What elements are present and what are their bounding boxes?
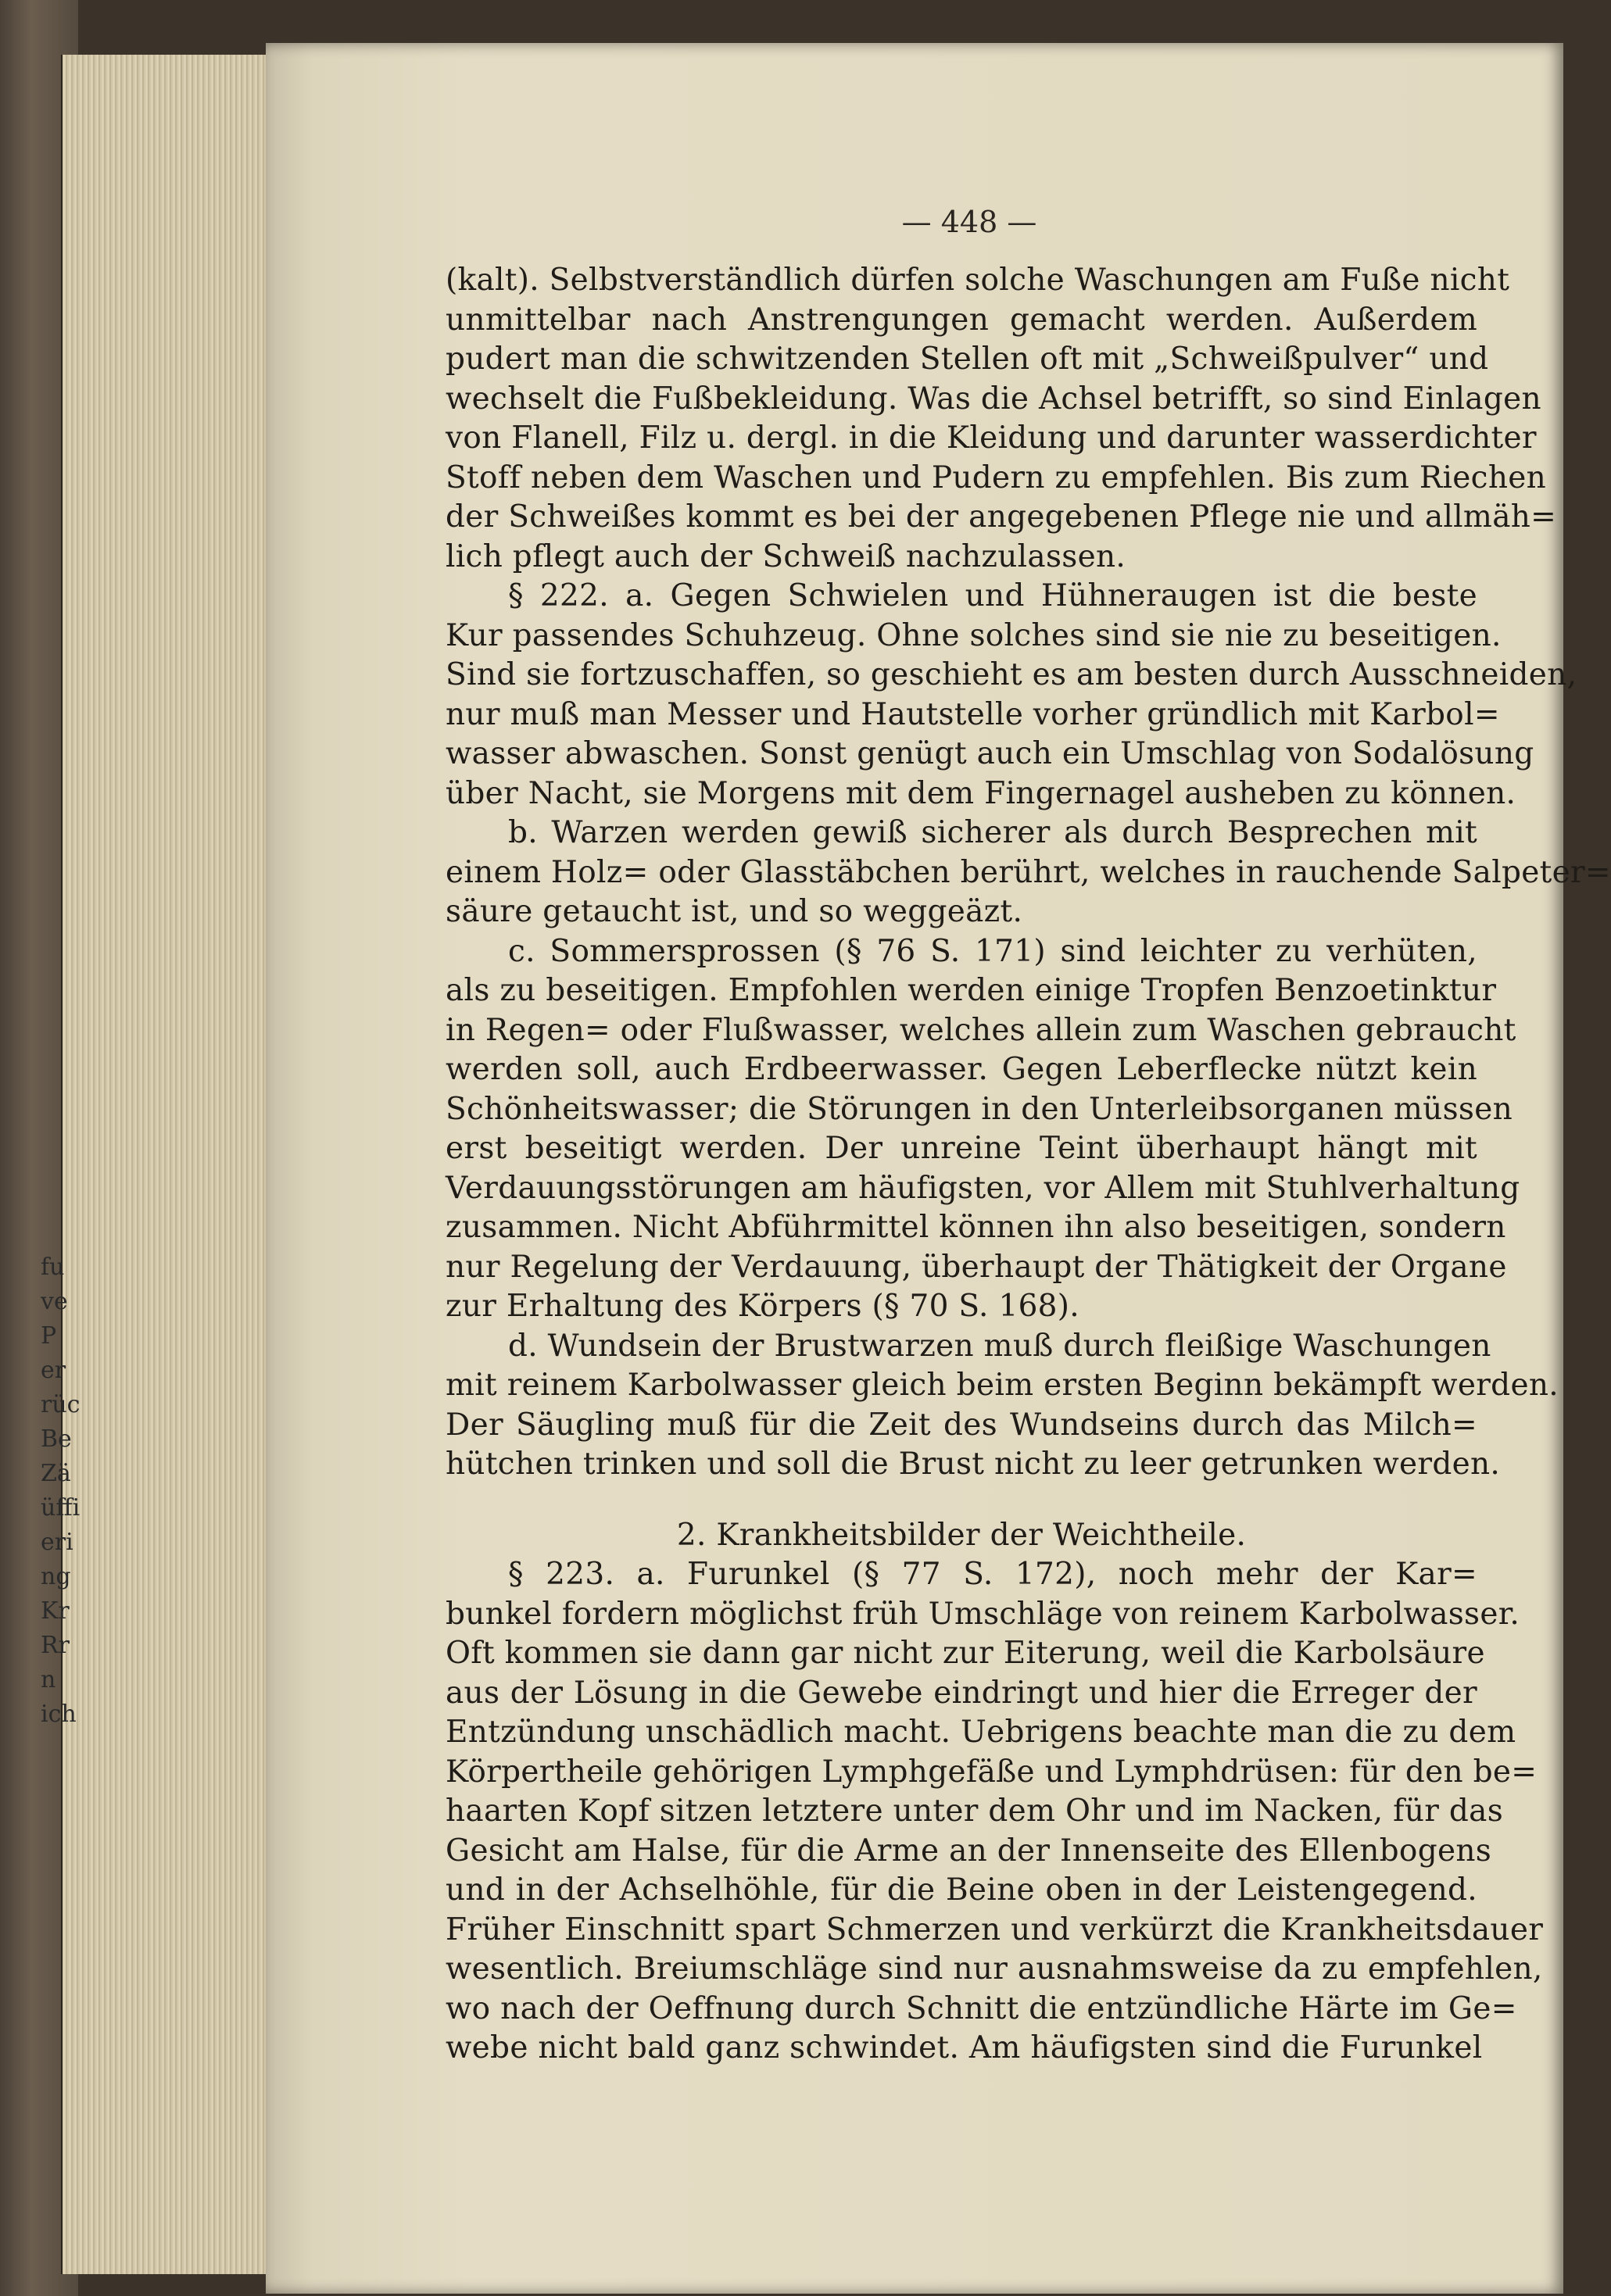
text-line: säure getaucht ist, und so weggeäzt. [446, 894, 1023, 929]
text-line: wesentlich. Breiumschläge sind nur ausnahmsweise da zu empfehlen, [446, 1951, 1543, 1987]
text-line: webe nicht bald ganz schwindet. Am häufigsten sind die Furunkel [446, 2030, 1483, 2065]
text-line: werden soll, auch Erdbeerwasser. Gegen Leberflecke nützt kein [446, 1052, 1477, 1087]
bleed-fragment: Kr [41, 1597, 70, 1625]
text-line: Stoff neben dem Waschen und Pudern zu empfehlen. Bis zum Riechen [446, 460, 1547, 495]
bleed-fragment: Rr [41, 1632, 70, 1659]
text-line: haarten Kopf sitzen letztere unter dem Ohr und im Nacken, für das [446, 1794, 1504, 1829]
text-line: Schönheitswasser; die Störungen in den Unterleibsorganen müssen [446, 1091, 1513, 1127]
bleed-fragment: er [41, 1357, 66, 1384]
bleed-fragment: Be [41, 1425, 72, 1453]
text-line: c. Sommersprossen (§ 76 S. 171) sind leichter zu verhüten, [508, 933, 1477, 969]
section-heading: 2. Krankheitsbilder der Weichtheile. [676, 1517, 1247, 1553]
text-line: (kalt). Selbstverständlich dürfen solche Waschungen am Fuße nicht [446, 263, 1510, 298]
text-line: § 223. a. Furunkel (§ 77 S. 172), noch mehr der Kar= [508, 1557, 1477, 1592]
page-edges [61, 55, 266, 2274]
section-gap [446, 1485, 1477, 1516]
text-line: Körpertheile gehörigen Lymphgefäße und Lymphdrüsen: für den be= [446, 1754, 1538, 1790]
text-line: zur Erhaltung des Körpers (§ 70 S. 168). [446, 1289, 1080, 1324]
text-line: Verdauungsstörungen am häufigsten, vor Allem mit Stuhlverhaltung [446, 1170, 1520, 1206]
text-line: einem Holz= oder Glasstäbchen berührt, welches in rauchende Salpeter= [446, 854, 1611, 890]
text-line: wechselt die Fußbekleidung. Was die Achsel betrifft, so sind Einlagen [446, 381, 1541, 417]
bleed-through-fragments [41, 1250, 88, 1728]
bleed-fragment: üffi [41, 1494, 81, 1522]
text-line: Gesicht am Halse, für die Arme an der Innenseite des Ellenbogens [446, 1833, 1492, 1869]
bleed-fragment: ng [41, 1563, 71, 1590]
text-line: Entzündung unschädlich macht. Uebrigens beachte man die zu dem [446, 1715, 1516, 1750]
text-line: Der Säugling muß für die Zeit des Wundseins durch das Milch= [446, 1407, 1477, 1443]
bleed-fragment: ve [41, 1288, 68, 1315]
text-line: d. Wundsein der Brustwarzen muß durch fleißige Waschungen [508, 1328, 1491, 1364]
text-line: zusammen. Nicht Abführmittel können ihn also beseitigen, sondern [446, 1210, 1506, 1245]
text-line: und in der Achselhöhle, für die Beine oben in der Leistengegend. [446, 1872, 1477, 1908]
bleed-fragment: Zä [41, 1460, 71, 1487]
bleed-fragment: ich [41, 1701, 77, 1728]
text-line: § 222. a. Gegen Schwielen und Hühneraugen ist die beste [508, 578, 1477, 613]
text-line: mit reinem Karbolwasser gleich beim ersten Beginn bekämpft werden. [446, 1368, 1559, 1403]
page-number: — 448 — [901, 205, 1037, 239]
text-line: der Schweißes kommt es bei der angegebenen Pflege nie und allmäh= [446, 499, 1557, 535]
text-line: lich pflegt auch der Schweiß nachzulassen. [446, 538, 1126, 574]
text-line: unmittelbar nach Anstrengungen gemacht werden. Außerdem [446, 302, 1477, 338]
text-line: Oft kommen sie dann gar nicht zur Eiterung, weil die Karbolsäure [446, 1636, 1485, 1671]
text-line: Kur passendes Schuhzeug. Ohne solches sind sie nie zu beseitigen. [446, 617, 1502, 653]
text-line: nur muß man Messer und Hautstelle vorher gründlich mit Karbol= [446, 696, 1500, 732]
bleed-fragment: rüc [41, 1391, 81, 1418]
text-line: wasser abwaschen. Sonst genügt auch ein Umschlag von Sodalösung [446, 736, 1534, 771]
text-line: Sind sie fortzuschaffen, so geschieht es am besten durch Ausschneiden, [446, 657, 1577, 692]
bleed-fragment: n [41, 1666, 56, 1693]
text-line: von Flanell, Filz u. dergl. in die Kleidung und darunter wasserdichter [446, 420, 1537, 456]
text-line: als zu beseitigen. Empfohlen werden einige Tropfen Benzoetinktur [446, 973, 1497, 1008]
body-text [446, 261, 1611, 2113]
text-line: bunkel fordern möglichst früh Umschläge von reinem Karbolwasser. [446, 1596, 1520, 1632]
text-line: in Regen= oder Flußwasser, welches allein zum Waschen gebraucht [446, 1012, 1516, 1048]
bleed-fragment: eri [41, 1529, 73, 1556]
text-line: erst beseitigt werden. Der unreine Teint überhaupt hängt mit [446, 1131, 1477, 1166]
text-line: b. Warzen werden gewiß sicherer als durch Besprechen mit [508, 815, 1477, 850]
text-line: aus der Lösung in die Gewebe eindringt und hier die Erreger der [446, 1675, 1477, 1711]
text-line: nur Regelung der Verdauung, überhaupt der Thätigkeit der Organe [446, 1249, 1507, 1285]
text-line: wo nach der Oeffnung durch Schnitt die entzündliche Härte im Ge= [446, 1990, 1517, 2026]
bleed-fragment: P [41, 1322, 57, 1350]
text-line: über Nacht, sie Morgens mit dem Fingernagel ausheben zu können. [446, 775, 1516, 811]
bleed-fragment: fu [41, 1254, 65, 1281]
text-line: hütchen trinken und soll die Brust nicht zu leer getrunken werden. [446, 1447, 1501, 1482]
text-line: pudert man die schwitzenden Stellen oft mit „Schweißpulver“ und [446, 342, 1489, 377]
text-line: Früher Einschnitt spart Schmerzen und verkürzt die Krankheitsdauer [446, 1912, 1544, 1947]
